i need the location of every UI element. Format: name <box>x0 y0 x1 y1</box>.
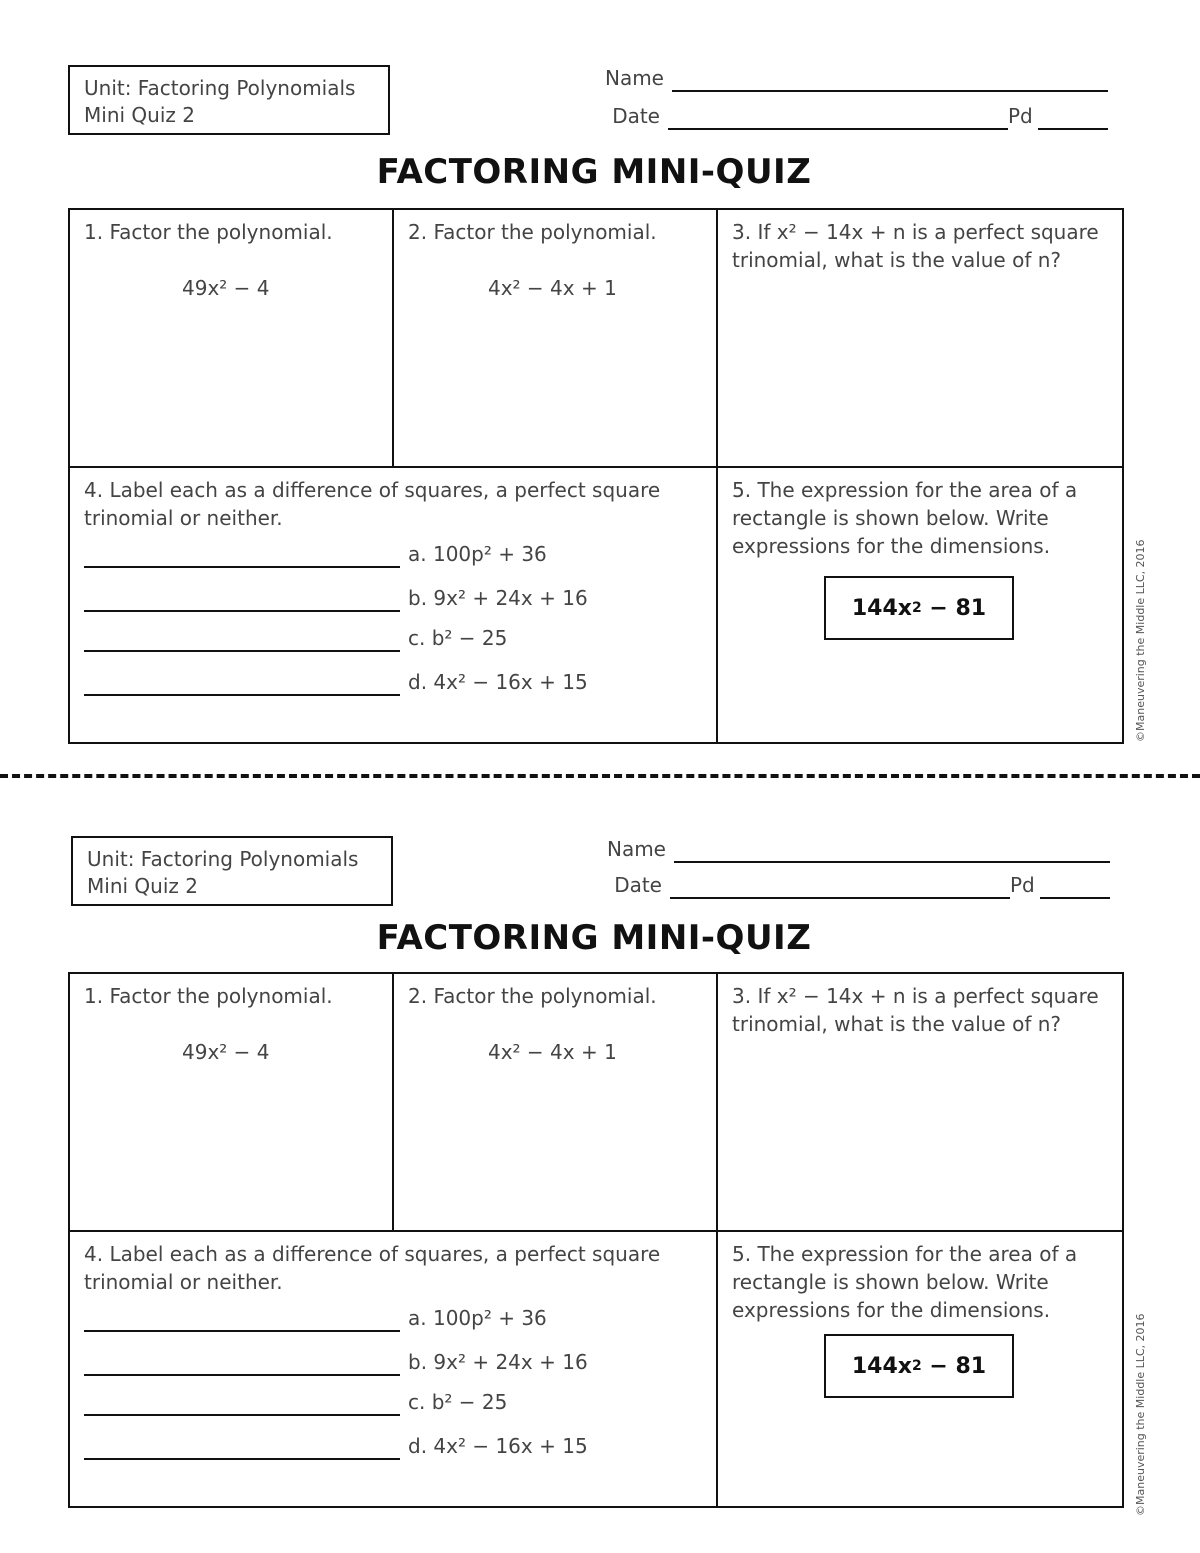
unit-line: Unit: Factoring Polynomials <box>87 847 359 871</box>
quiz-top <box>0 0 1200 760</box>
q5-prompt: 5. The expression for the area of a rectangle is shown below. Write expressions for the dimensions. <box>732 1242 1078 1322</box>
quiz-line: Mini Quiz 2 <box>87 874 198 898</box>
q4-option-b: b. 9x² + 24x + 16 <box>408 586 588 610</box>
period-label: Pd <box>1008 104 1033 128</box>
date-label: Date <box>612 104 660 128</box>
date-field[interactable] <box>560 104 1110 134</box>
copyright-text <box>1134 462 1148 742</box>
q2-prompt: 2. Factor the polynomial. <box>408 984 657 1008</box>
q1-expression: 49x² − 4 <box>182 276 270 300</box>
answer-blank[interactable] <box>84 650 400 652</box>
answer-blank[interactable] <box>84 1374 400 1376</box>
name-field[interactable] <box>560 66 1110 96</box>
copyright-text <box>1134 1236 1148 1516</box>
q2-expression: 4x² − 4x + 1 <box>488 1040 617 1064</box>
answer-blank[interactable] <box>84 1458 400 1460</box>
q4-option-c: c. b² − 25 <box>408 626 508 650</box>
answer-blank[interactable] <box>84 694 400 696</box>
answer-blank[interactable] <box>84 1414 400 1416</box>
q4-row-c <box>84 1388 644 1418</box>
quiz-bottom <box>0 770 1200 1530</box>
date-line[interactable] <box>670 897 1010 899</box>
area-expression-box <box>824 576 1014 640</box>
q3-prompt: 3. If x² − 14x + n is a perfect square trinomial, what is the value of n? <box>732 220 1099 272</box>
q4-row-b <box>84 1348 644 1378</box>
q2-prompt: 2. Factor the polynomial. <box>408 220 657 244</box>
area-exponent: 2 <box>912 1358 922 1374</box>
name-label: Name <box>604 66 664 90</box>
q4-row-a <box>84 1304 644 1334</box>
area-rest: − 81 <box>921 595 987 621</box>
name-label: Name <box>606 837 666 861</box>
period-label: Pd <box>1010 873 1035 897</box>
q4-row-c <box>84 624 644 654</box>
q4-option-a: a. 100p² + 36 <box>408 1306 547 1330</box>
q4-option-d: d. 4x² − 16x + 15 <box>408 670 588 694</box>
q1-prompt: 1. Factor the polynomial. <box>84 220 333 244</box>
area-base: 144x <box>851 595 912 621</box>
question-2 <box>394 210 716 466</box>
q4-row-d <box>84 668 644 698</box>
quiz-title: FACTORING MINI-QUIZ <box>376 152 812 192</box>
question-4 <box>70 1232 716 1508</box>
copyright-label: ©Maneuvering the Middle LLC, 2016 <box>1134 539 1147 742</box>
q4-option-b: b. 9x² + 24x + 16 <box>408 1350 588 1374</box>
q4-option-d: d. 4x² − 16x + 15 <box>408 1434 588 1458</box>
q4-row-d <box>84 1432 644 1462</box>
question-1 <box>70 974 392 1230</box>
date-field[interactable] <box>562 873 1112 903</box>
question-2 <box>394 974 716 1230</box>
quiz-line: Mini Quiz 2 <box>84 103 195 127</box>
q4-row-b <box>84 584 644 614</box>
unit-box <box>68 65 390 135</box>
q5-prompt: 5. The expression for the area of a rectangle is shown below. Write expressions for the dimensions. <box>732 478 1078 558</box>
date-label: Date <box>614 873 662 897</box>
q4-prompt: 4. Label each as a difference of squares, a perfect square trinomial or neither. <box>84 1242 661 1294</box>
question-1 <box>70 210 392 466</box>
period-line[interactable] <box>1040 897 1110 899</box>
q3-prompt: 3. If x² − 14x + n is a perfect square trinomial, what is the value of n? <box>732 984 1099 1036</box>
answer-blank[interactable] <box>84 610 400 612</box>
q4-option-a: a. 100p² + 36 <box>408 542 547 566</box>
name-line[interactable] <box>674 861 1110 863</box>
question-3 <box>718 974 1122 1230</box>
question-3 <box>718 210 1122 466</box>
area-rest: − 81 <box>921 1353 987 1379</box>
date-line[interactable] <box>668 128 1008 130</box>
question-grid <box>68 972 1124 1508</box>
period-line[interactable] <box>1038 128 1108 130</box>
unit-box <box>71 836 393 906</box>
copyright-label: ©Maneuvering the Middle LLC, 2016 <box>1134 1313 1147 1516</box>
q4-prompt: 4. Label each as a difference of squares, a perfect square trinomial or neither. <box>84 478 661 530</box>
q4-option-c: c. b² − 25 <box>408 1390 508 1414</box>
question-grid <box>68 208 1124 744</box>
quiz-title: FACTORING MINI-QUIZ <box>376 918 812 958</box>
answer-blank[interactable] <box>84 1330 400 1332</box>
name-line[interactable] <box>672 90 1108 92</box>
q1-prompt: 1. Factor the polynomial. <box>84 984 333 1008</box>
area-exponent: 2 <box>912 600 922 616</box>
area-expression-box <box>824 1334 1014 1398</box>
q4-row-a <box>84 540 644 570</box>
q1-expression: 49x² − 4 <box>182 1040 270 1064</box>
question-4 <box>70 468 716 744</box>
name-field[interactable] <box>562 837 1112 867</box>
q2-expression: 4x² − 4x + 1 <box>488 276 617 300</box>
answer-blank[interactable] <box>84 566 400 568</box>
unit-line: Unit: Factoring Polynomials <box>84 76 356 100</box>
area-base: 144x <box>851 1353 912 1379</box>
